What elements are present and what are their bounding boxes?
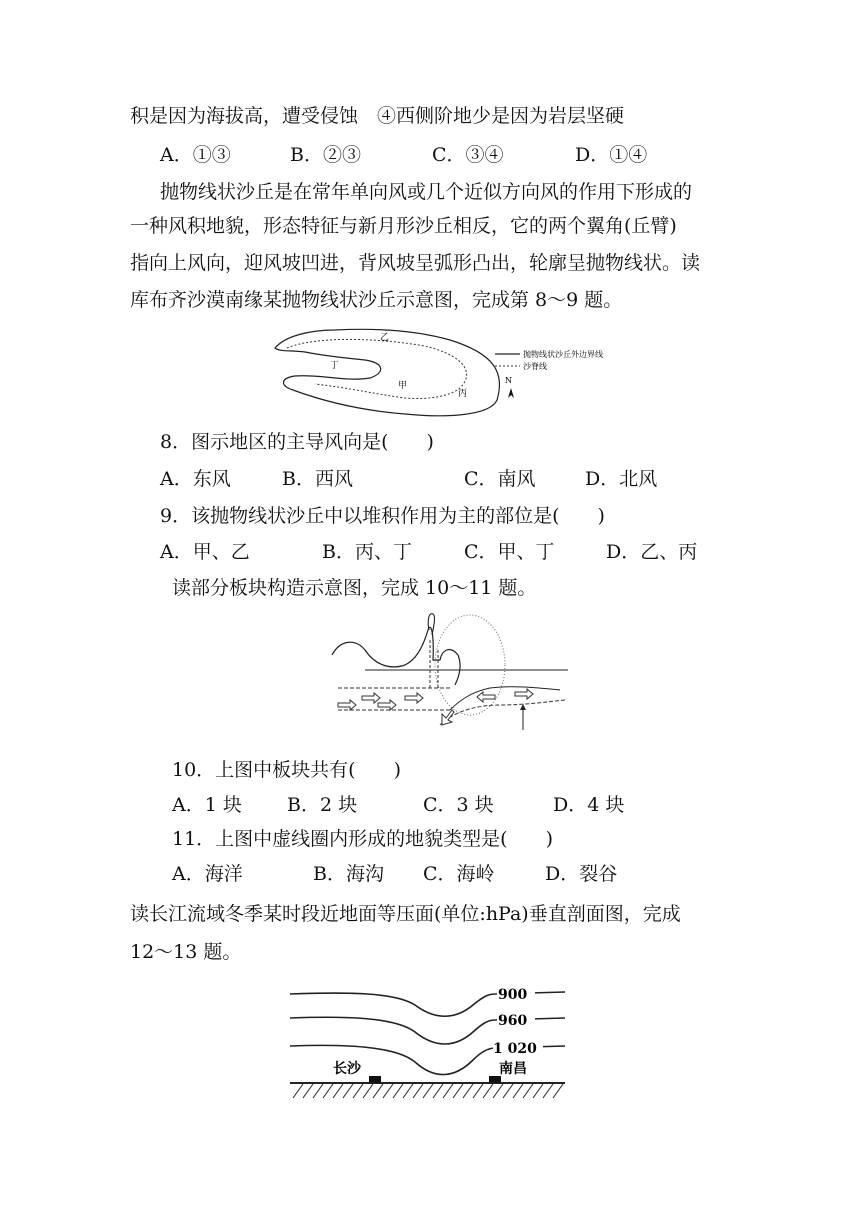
q7-option-a: A．①③ bbox=[160, 144, 231, 166]
question-8: 8．图示地区的主导风向是( ) bbox=[160, 431, 434, 453]
q7-option-c: C．③④ bbox=[432, 144, 504, 166]
parabolic-dune-figure bbox=[265, 318, 645, 418]
label-ding: 丁 bbox=[330, 361, 340, 371]
north-label: N bbox=[505, 376, 512, 385]
q10-option-a: A．1 块 bbox=[172, 794, 242, 816]
plate-tectonics-figure bbox=[330, 610, 570, 735]
label-bing: 丙 bbox=[458, 389, 468, 399]
q8-option-d: D．北风 bbox=[585, 468, 658, 490]
q10-option-c: C．3 块 bbox=[423, 794, 494, 816]
q9-option-d: D．乙、丙 bbox=[606, 541, 698, 563]
q10-option-d: D．4 块 bbox=[553, 794, 625, 816]
q8-option-c: C．南风 bbox=[464, 468, 536, 490]
city-changsha: 长沙 bbox=[333, 1061, 361, 1077]
isobar-960-label: 960 bbox=[498, 1013, 528, 1029]
isobar-profile-figure bbox=[285, 980, 575, 1110]
label-jia: 甲 bbox=[398, 381, 408, 391]
q11-option-b: B．海沟 bbox=[313, 863, 384, 885]
isobar-1020-label: 1 020 bbox=[493, 1041, 537, 1057]
legend-dashed-label: 沙脊线 bbox=[523, 362, 547, 371]
intro-paragraph-line-4: 库布齐沙漠南缘某抛物线状沙丘示意图，完成第 8～9 题。 bbox=[130, 289, 623, 311]
intro-pressure-line-1: 读长江流域冬季某时段近地面等压面(单位:hPa)垂直剖面图，完成 bbox=[130, 903, 681, 925]
nanchang-marker bbox=[489, 1076, 501, 1083]
q7-option-b: B．②③ bbox=[290, 144, 361, 166]
q9-option-a: A．甲、乙 bbox=[160, 541, 250, 563]
q11-option-a: A．海洋 bbox=[172, 863, 243, 885]
dune-ridge-line bbox=[287, 339, 467, 398]
intro-paragraph-line-2: 一种风积地貌，形态特征与新月形沙丘相反，它的两个翼角(丘臂) bbox=[130, 215, 677, 237]
question-10: 10．上图中板块共有( ) bbox=[172, 759, 402, 781]
legend-solid-label: 抛物线状沙丘外边界线 bbox=[523, 350, 603, 359]
question-9: 9．该抛物线状沙丘中以堆积作用为主的部位是( ) bbox=[160, 505, 605, 527]
changsha-marker bbox=[369, 1076, 381, 1083]
label-yi: 乙 bbox=[380, 333, 390, 343]
intro-plate-figure: 读部分板块构造示意图，完成 10～11 题。 bbox=[172, 577, 537, 599]
q8-option-a: A．东风 bbox=[160, 468, 231, 490]
question-11: 11．上图中虚线圈内形成的地貌类型是( ) bbox=[172, 828, 554, 850]
isobar-900-label: 900 bbox=[498, 987, 528, 1003]
city-nanchang: 南昌 bbox=[499, 1061, 527, 1077]
q8-option-b: B．西风 bbox=[282, 468, 353, 490]
q11-option-d: D．裂谷 bbox=[545, 863, 618, 885]
q11-option-c: C．海岭 bbox=[423, 863, 495, 885]
q9-option-b: B．丙、丁 bbox=[322, 541, 412, 563]
intro-paragraph-line-3: 指向上风向，迎风坡凹进，背风坡呈弧形凸出，轮廓呈抛物线状。读 bbox=[130, 252, 701, 274]
question-7-tail: 积是因为海拔高，遭受侵蚀 ④西侧阶地少是因为岩层坚硬 bbox=[130, 105, 625, 127]
north-arrow-icon bbox=[508, 388, 514, 398]
q10-option-b: B．2 块 bbox=[287, 794, 358, 816]
q7-option-d: D．①④ bbox=[575, 144, 648, 166]
intro-paragraph-line-1: 抛物线状沙丘是在常年单向风或几个近似方向风的作用下形成的 bbox=[160, 181, 693, 203]
intro-pressure-line-2: 12～13 题。 bbox=[130, 941, 242, 963]
q9-option-c: C．甲、丁 bbox=[464, 541, 555, 563]
